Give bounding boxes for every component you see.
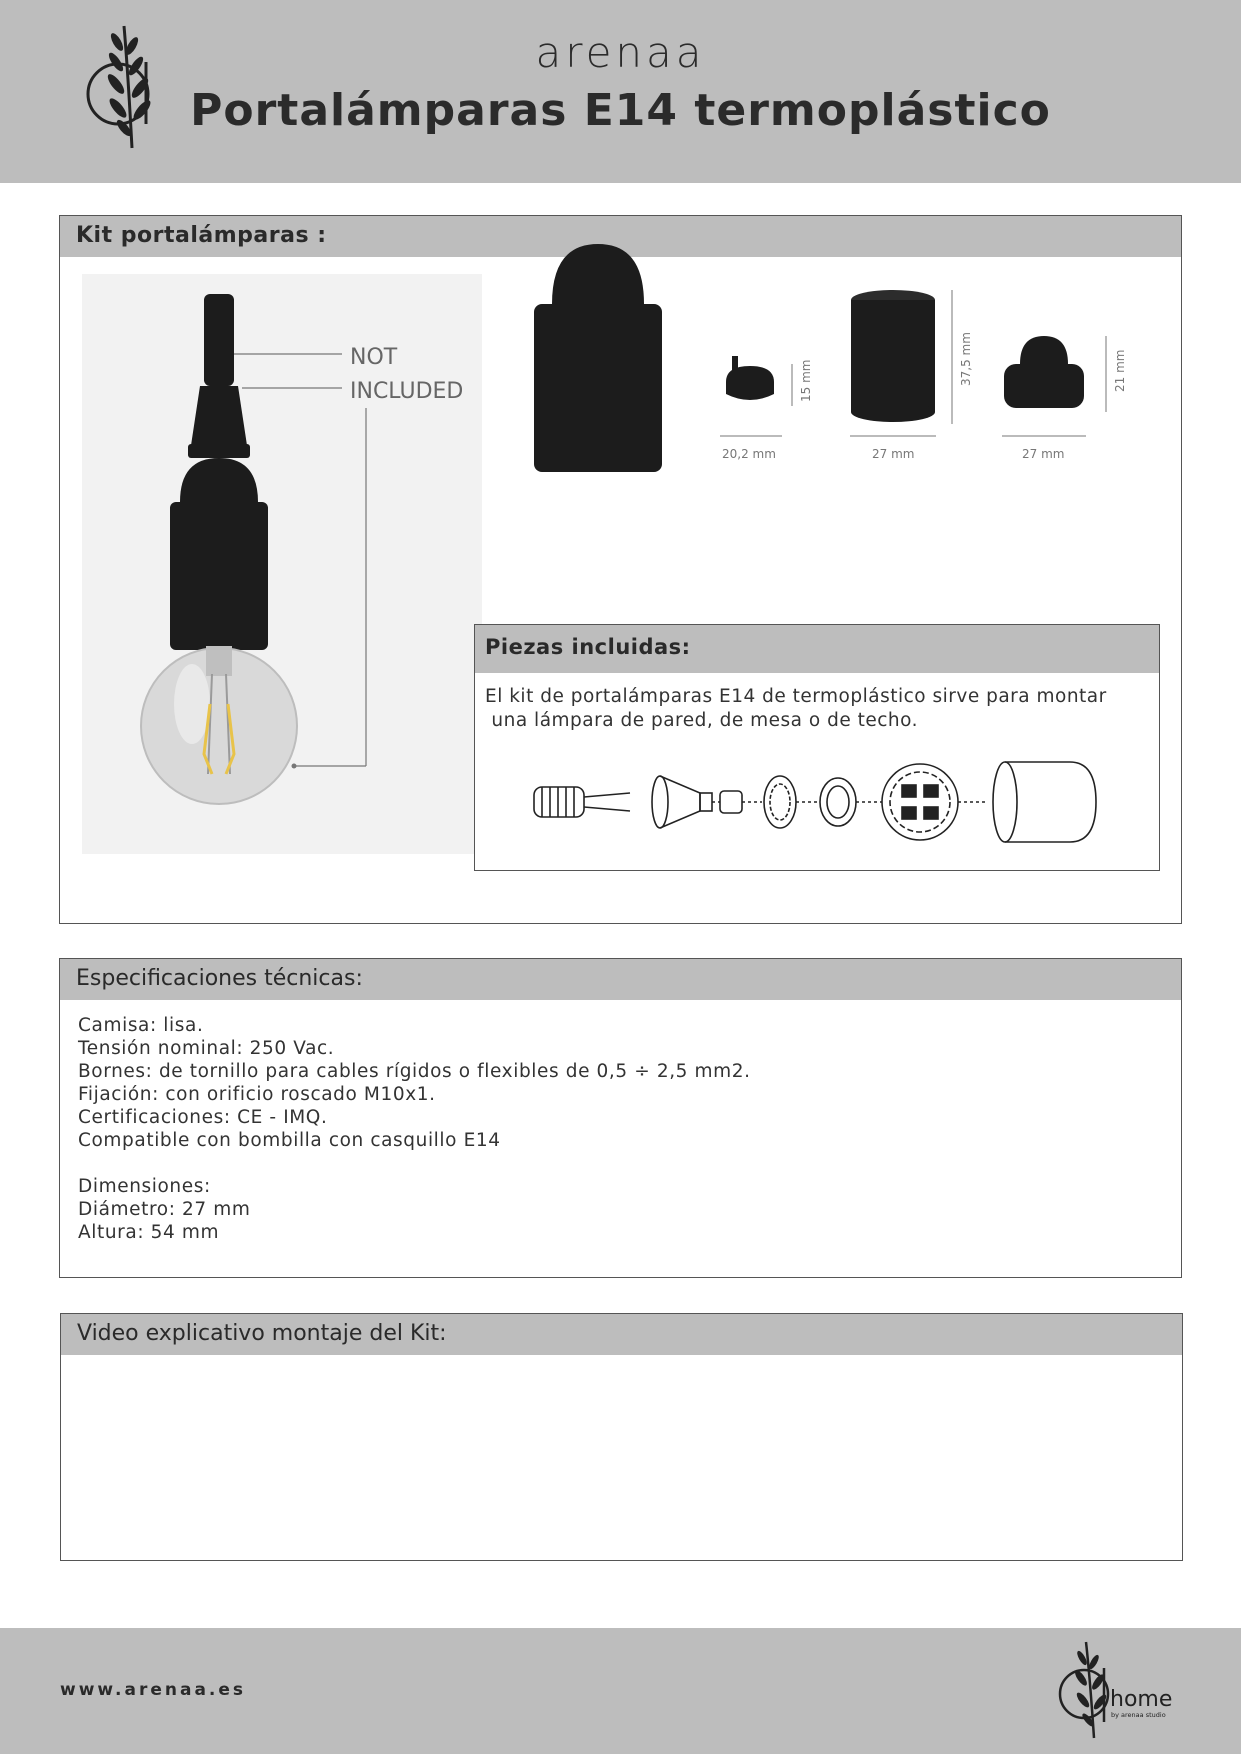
included-parts-line-2: una lámpara de pared, de mesa o de techo.	[485, 710, 918, 731]
included-parts-box	[474, 624, 1160, 871]
brand-name: arenaa	[535, 28, 706, 77]
page-title: Portalámparas E14 termoplástico	[190, 85, 1051, 136]
spec-line: Camisa: lisa.	[78, 1015, 204, 1036]
dimension-15mm: 15 mm	[799, 359, 813, 402]
video-heading: Video explicativo montaje del Kit:	[77, 1321, 447, 1346]
specs-panel-header	[60, 959, 1181, 1000]
not-included-label-1: NOT	[350, 345, 398, 370]
video-panel	[60, 1313, 1183, 1561]
spec-line: Compatible con bombilla con casquillo E14	[78, 1130, 501, 1151]
dimension-21mm: 21 mm	[1113, 349, 1127, 392]
specs-heading: Especificaciones técnicas:	[76, 966, 363, 991]
lampholder-with-bulb-image	[82, 274, 482, 854]
dimension-27mm-base: 27 mm	[1022, 447, 1065, 461]
dimension-20-2mm: 20,2 mm	[722, 447, 776, 461]
home-logo-word: home	[1110, 1687, 1173, 1712]
lampholder-parts-image	[510, 244, 1150, 534]
kit-heading: Kit portalámparas :	[76, 223, 327, 248]
spec-line: Tensión nominal: 250 Vac.	[78, 1038, 335, 1059]
spec-line: Altura: 54 mm	[78, 1222, 220, 1243]
page-footer	[0, 1628, 1241, 1754]
included-parts-heading: Piezas incluidas:	[485, 635, 691, 659]
included-parts-description	[485, 685, 1153, 733]
specs-panel	[59, 958, 1182, 1278]
home-logo-icon	[1058, 1638, 1182, 1742]
home-logo-subtitle: by arenaa studio	[1111, 1711, 1166, 1719]
page-header	[0, 0, 1241, 183]
dimension-27mm-sleeve: 27 mm	[872, 447, 915, 461]
included-parts-line-1: El kit de portalámparas E14 de termoplástico sirve para montar	[485, 686, 1107, 707]
video-panel-header	[61, 1314, 1182, 1355]
spec-line: Certificaciones: CE - IMQ.	[78, 1107, 328, 1128]
spec-line: Fijación: con orificio roscado M10x1.	[78, 1084, 436, 1105]
kit-panel	[59, 215, 1182, 924]
spec-line: Diámetro: 27 mm	[78, 1199, 251, 1220]
spec-line: Dimensiones:	[78, 1176, 211, 1197]
spec-line	[78, 1152, 751, 1175]
specs-list	[78, 1014, 751, 1244]
exploded-parts-diagram	[530, 755, 1100, 850]
not-included-label-2: INCLUDED	[350, 379, 464, 404]
spec-line: Bornes: de tornillo para cables rígidos o flexibles de 0,5 ÷ 2,5 mm2.	[78, 1061, 751, 1082]
included-parts-header	[475, 625, 1159, 673]
dimension-37-5mm: 37,5 mm	[959, 332, 973, 386]
website-link[interactable]: www.arenaa.es	[60, 1680, 247, 1700]
